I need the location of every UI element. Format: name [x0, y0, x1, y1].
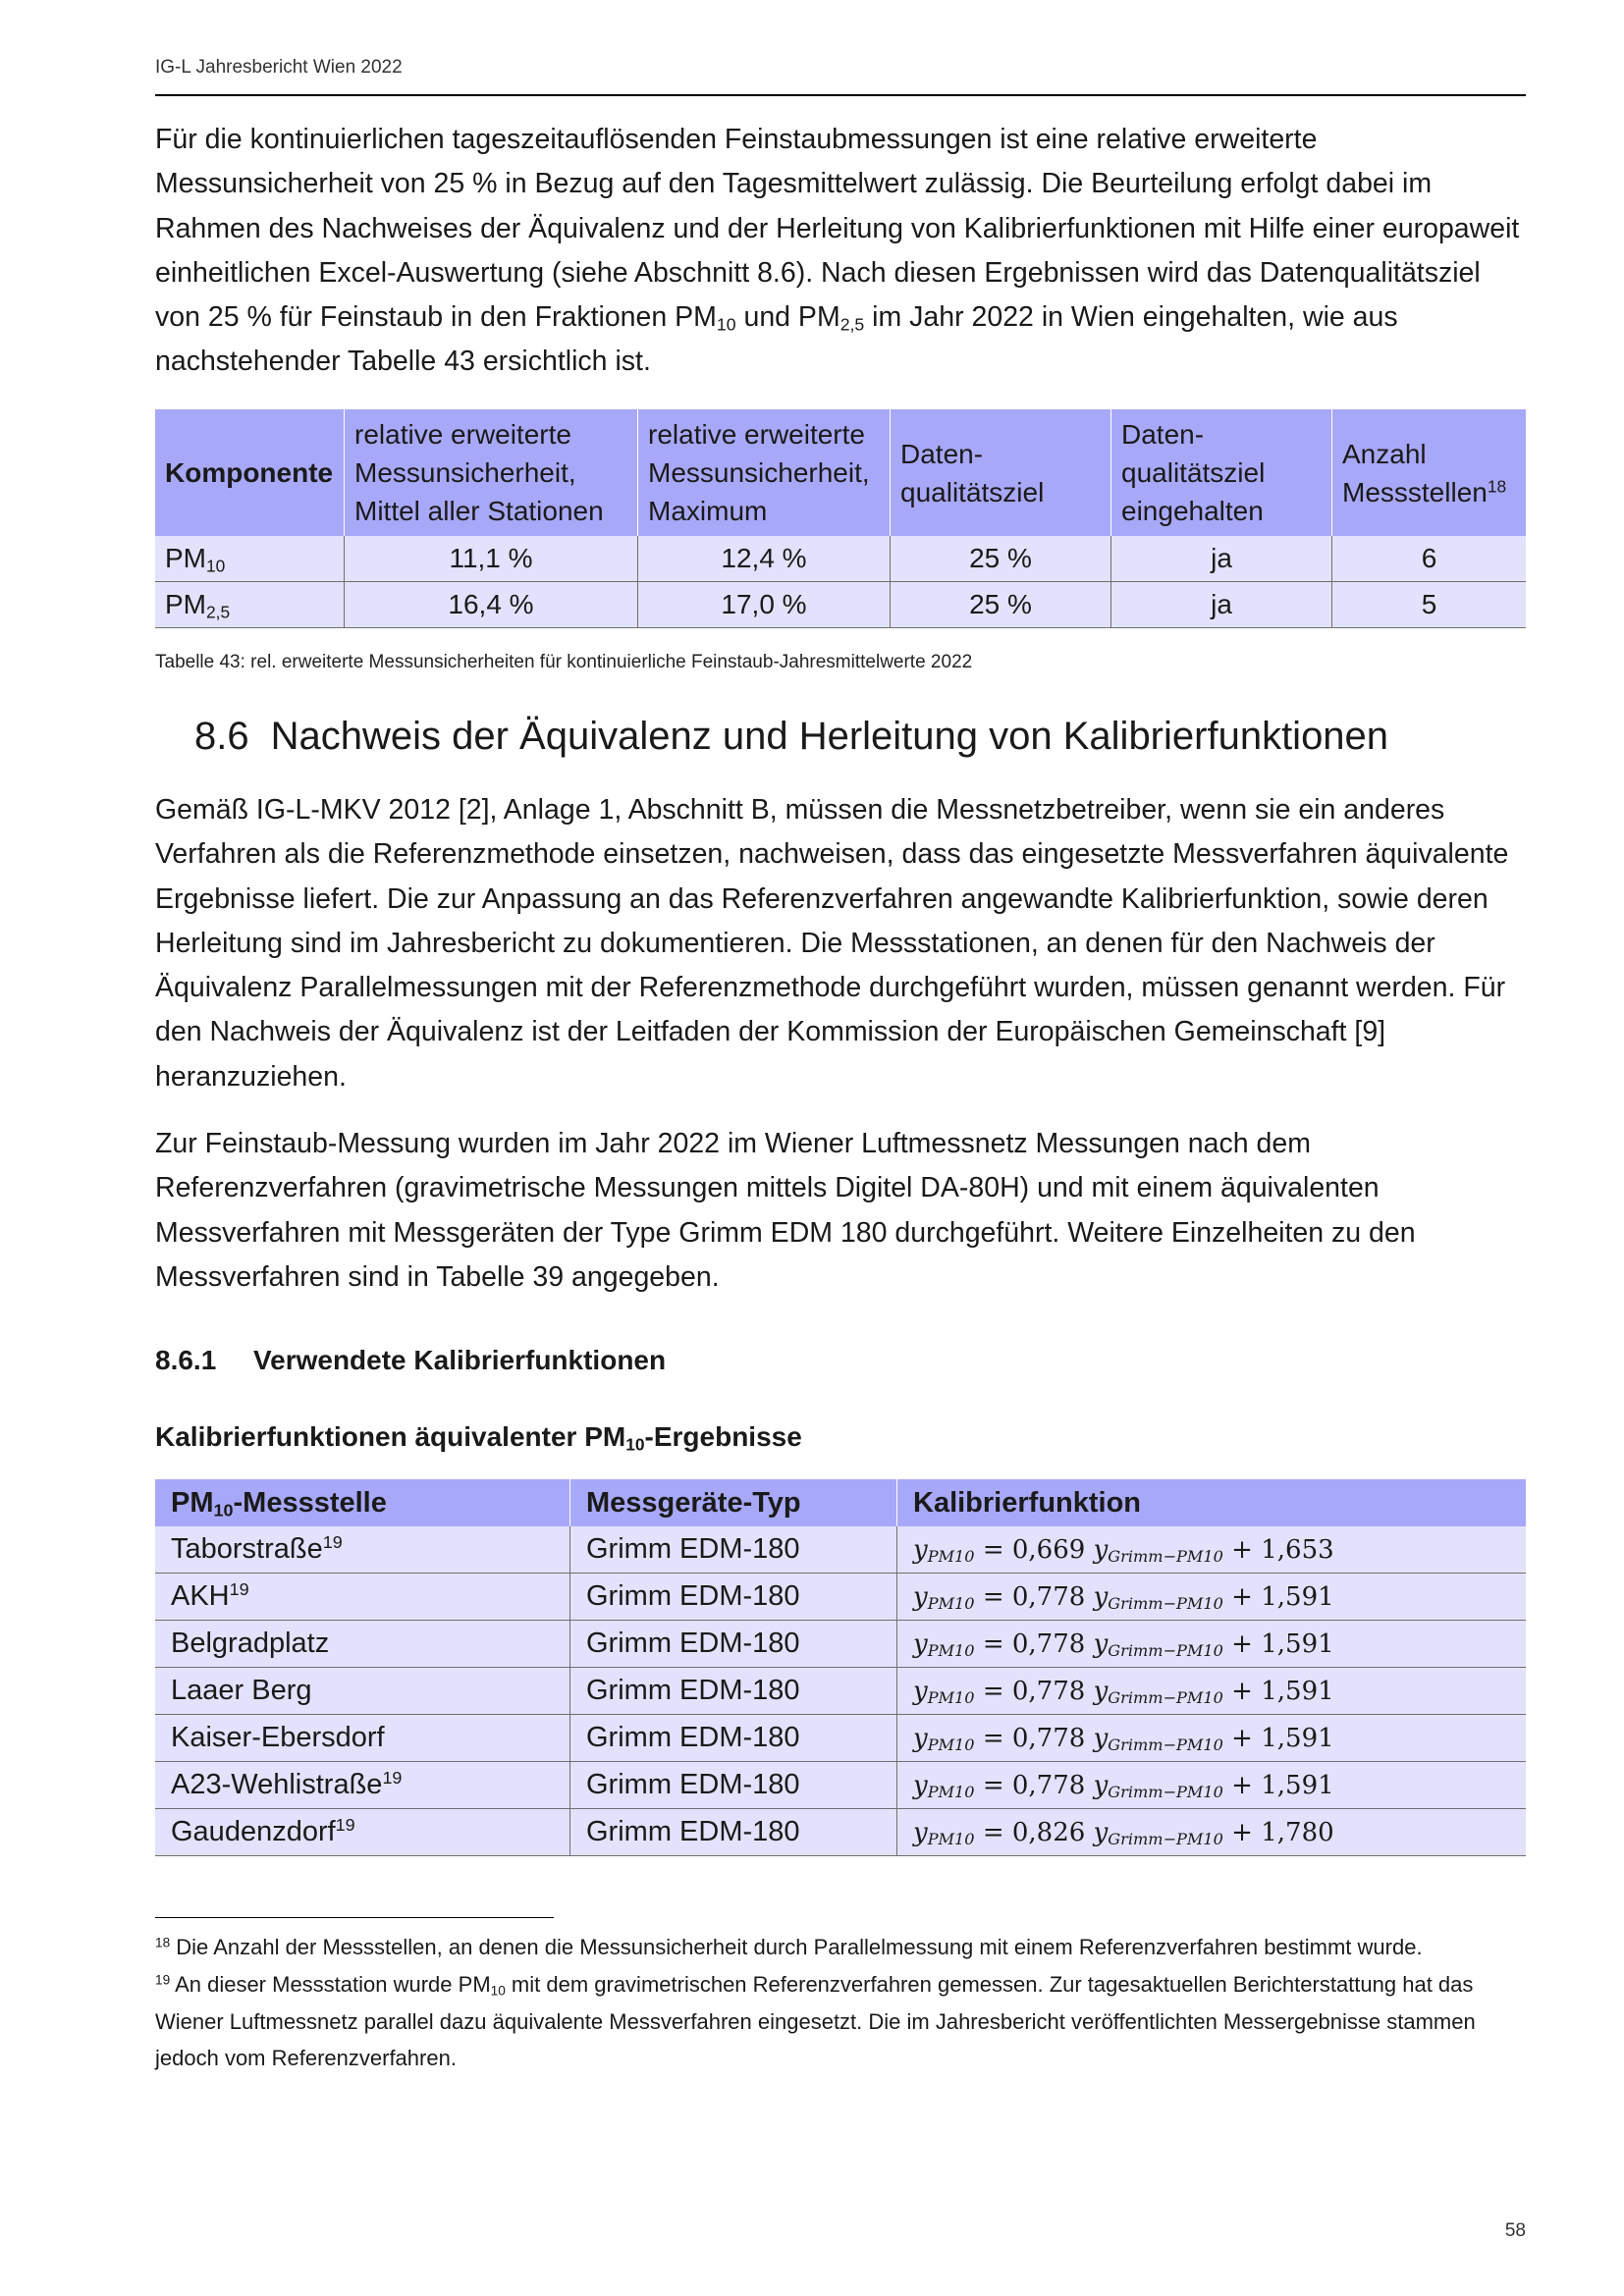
header-calibration-function: Kalibrierfunktion — [897, 1479, 1527, 1526]
cell-count: 6 — [1332, 536, 1527, 582]
section-heading: 8.6 Nachweis der Äquivalenz und Herleitung von Kalibrierfunktionen — [194, 715, 1389, 758]
cell-station: Laaer Berg — [155, 1668, 570, 1715]
header-target-met: Daten-qualitätsziel eingehalten — [1111, 409, 1332, 536]
cell-station: Belgradplatz — [155, 1621, 570, 1668]
table-caption: Tabelle 43: rel. erweiterte Messunsicherheiten für kontinuierliche Feinstaub-Jahresmittelwerte 2022 — [155, 652, 973, 672]
cell-target: 25 % — [891, 582, 1111, 628]
table-row — [155, 582, 1526, 628]
cell-mean: 11,1 % — [345, 536, 638, 582]
table-43 — [155, 409, 1526, 628]
cell-device: Grimm EDM-180 — [570, 1526, 897, 1574]
header-komponente: Komponente — [155, 409, 345, 536]
subsection-heading: 8.6.1 Verwendete Kalibrierfunktionen — [155, 1345, 667, 1375]
footnote-ref: 18 — [1487, 475, 1507, 496]
cell-max: 17,0 % — [638, 582, 891, 628]
cell-station: AKH$^{19}$ — [155, 1574, 570, 1621]
header-max-uncertainty: relative erweiterte Messunsicherheit, Maximum — [638, 409, 891, 536]
cell-device: Grimm EDM-180 — [570, 1762, 897, 1809]
table-header-row — [155, 409, 1526, 536]
header-device-type: Messgeräte-Typ — [570, 1479, 897, 1526]
table-row — [155, 1668, 1526, 1715]
cell-formula — [897, 1621, 1527, 1668]
header-quality-target: Daten-qualitätsziel — [891, 409, 1111, 536]
table-row — [155, 1809, 1526, 1856]
footnote-18: $^{18}$ Die Anzahl der Messstellen, an denen die Messunsicherheit durch Parallelmessung mit einem Referenzverfahren bestimmt wurde. — [155, 1935, 1423, 1959]
cell-max: 12,4 % — [638, 536, 891, 582]
cell-device: Grimm EDM-180 — [570, 1809, 897, 1856]
calibration-formula: $y_{PM10} = 0,778$ $y_{Grimm-PM10} + 1,591$ — [913, 1724, 1334, 1755]
calibration-table — [155, 1479, 1526, 1856]
cell-met: ja — [1111, 582, 1332, 628]
cell-device: Grimm EDM-180 — [570, 1574, 897, 1621]
calibration-formula: $y_{PM10} = 0,778$ $y_{Grimm-PM10} + 1,591$ — [913, 1771, 1334, 1802]
calibration-formula: $y_{PM10} = 0,778$ $y_{Grimm-PM10} + 1,591$ — [913, 1582, 1334, 1614]
cell-mean: 16,4 % — [345, 582, 638, 628]
cell-formula — [897, 1574, 1527, 1621]
footnote-ref: 19 — [229, 1579, 249, 1600]
footnote-ref: 19 — [335, 1815, 355, 1836]
cell-station: Kaiser-Ebersdorf — [155, 1715, 570, 1762]
cell-station: A23-Wehlistraße$^{19}$ — [155, 1762, 570, 1809]
header-rule — [155, 94, 1526, 96]
header-mean-uncertainty: relative erweiterte Messunsicherheit, Mittel aller Stationen — [345, 409, 638, 536]
cell-component: $PM_{2,5}$ — [155, 582, 345, 628]
table-row — [155, 1574, 1526, 1621]
cell-device: Grimm EDM-180 — [570, 1621, 897, 1668]
page-number: 58 — [1504, 2220, 1526, 2241]
footnote-ref: 19 — [382, 1768, 403, 1789]
cell-met: ja — [1111, 536, 1332, 582]
cell-formula — [897, 1526, 1527, 1574]
section-paragraph-2: Zur Feinstaub-Messung wurden im Jahr 2022 im Wiener Luftmessnetz Messungen nach dem Referenzverfahren (gravimetrische Messungen mittels Digitel DA-80H) und mit einem äquivalenten Messverfahren mit Messgeräten der Type Grimm EDM 180 durchgeführt. Weitere Einzelheiten zu den Messverfahren sind in Tabelle 39 angegeben. — [155, 1128, 1416, 1293]
cell-station: Gaudenzdorf$^{19}$ — [155, 1809, 570, 1856]
cell-component: $PM_{10}$ — [155, 536, 345, 582]
cell-formula — [897, 1715, 1527, 1762]
calibration-formula: $y_{PM10} = 0,778$ $y_{Grimm-PM10} + 1,591$ — [913, 1677, 1334, 1708]
header-station: $PM_{10}$-Messstelle — [155, 1479, 570, 1526]
cell-count: 5 — [1332, 582, 1527, 628]
header-station-count: Anzahl Messstellen$^{18}$ — [1332, 409, 1527, 536]
cell-formula — [897, 1668, 1527, 1715]
calibration-table-heading: Kalibrierfunktionen äquivalenter $PM_{10}$-Ergebnisse — [155, 1421, 802, 1455]
cell-target: 25 % — [891, 536, 1111, 582]
running-header: IG-L Jahresbericht Wien 2022 — [155, 57, 403, 78]
footnote-rule — [155, 1917, 554, 1918]
table-header-row — [155, 1479, 1526, 1526]
intro-paragraph: Für die kontinuierlichen tageszeitauflösenden Feinstaubmessungen ist eine relative erweiterte Messunsicherheit von 25 % in Bezug auf den Tagesmittelwert zulässig. Die Beurteilung erfolgt dabei im Rahmen des Nachweises der Äquivalenz und der Herleitung von Kalibrierfunktionen mit Hilfe einer europaweit einheitlichen Excel-Auswertung (siehe Abschnitt 8.6). Nach diesen Ergebnissen wird das Datenqualitätsziel von 25 % für Feinstaub in den Fraktionen $PM_{10}$ und $PM_{2,5}$ im Jahr 2022 in Wien eingehalten, wie aus nachstehender Tabelle 43 ersichtlich ist. — [155, 124, 1520, 378]
section-paragraph-1: Gemäß IG-L-MKV 2012 [2], Anlage 1, Abschnitt B, müssen die Messnetzbetreiber, wenn sie ein anderes Verfahren als die Referenzmethode einsetzen, nachweisen, dass das eingesetzte Messverfahren äquivalente Ergebnisse liefert. Die zur Anpassung an das Referenzverfahren angewandte Kalibrierfunktion, sowie deren Herleitung sind im Jahresbericht zu dokumentieren. Die Messstationen, an denen für den Nachweis der Äquivalenz Parallelmessungen mit der Referenzmethode durchgeführt wurden, müssen genannt werden. Für den Nachweis der Äquivalenz ist der Leitfaden der Kommission der Europäischen Gemeinschaft [9] heranzuziehen. — [155, 794, 1509, 1093]
cell-device: Grimm EDM-180 — [570, 1668, 897, 1715]
table-row — [155, 536, 1526, 582]
calibration-formula: $y_{PM10} = 0,669$ $y_{Grimm-PM10} + 1,653$ — [913, 1535, 1334, 1567]
table-row — [155, 1526, 1526, 1574]
cell-formula — [897, 1762, 1527, 1809]
table-row — [155, 1762, 1526, 1809]
table-row — [155, 1715, 1526, 1762]
calibration-formula: $y_{PM10} = 0,826$ $y_{Grimm-PM10} + 1,780$ — [913, 1818, 1334, 1849]
footnote-ref: 19 — [322, 1532, 343, 1553]
calibration-formula: $y_{PM10} = 0,778$ $y_{Grimm-PM10} + 1,591$ — [913, 1629, 1334, 1661]
cell-station: Taborstraße$^{19}$ — [155, 1526, 570, 1574]
table-row — [155, 1621, 1526, 1668]
footnote-19: $^{19}$ An dieser Messstation wurde $PM_{10}$ mit dem gravimetrischen Referenzverfahren gemessen. Zur tagesaktuellen Berichterstattung hat das Wiener Luftmessnetz parallel dazu äquivalente Messverfahren eingesetzt. Die im Jahresbericht veröffentlichten Messergebnisse stammen jedoch vom Referenzverfahren. — [155, 1972, 1476, 2070]
cell-formula — [897, 1809, 1527, 1856]
cell-device: Grimm EDM-180 — [570, 1715, 897, 1762]
